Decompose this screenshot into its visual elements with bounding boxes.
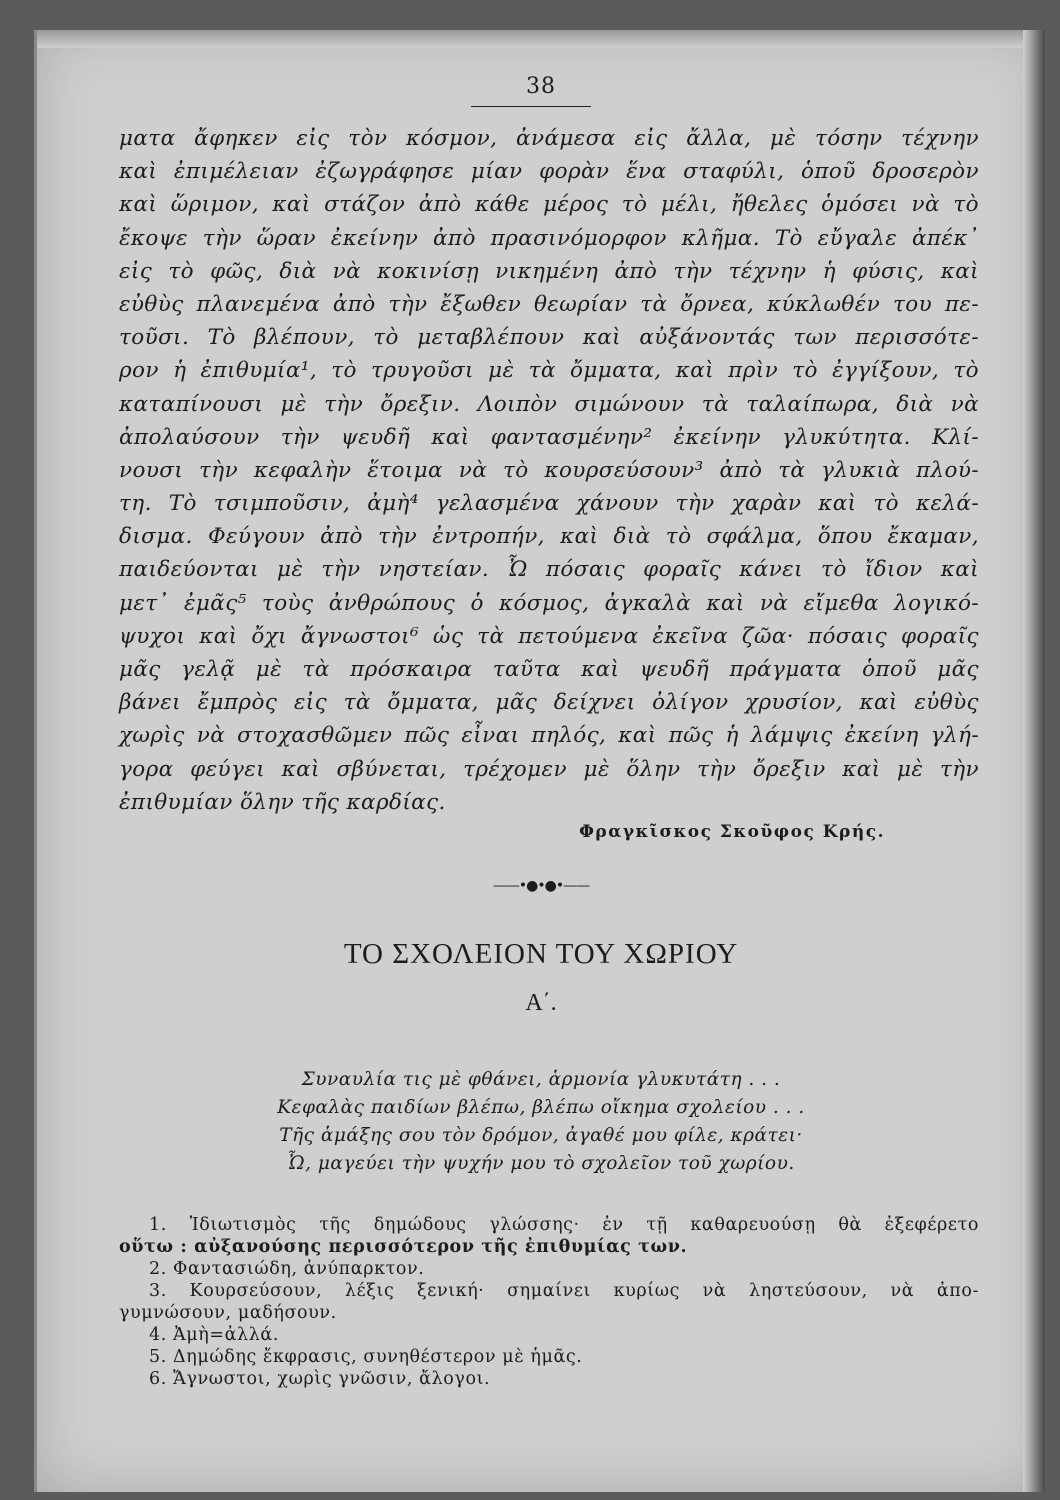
- poem-line: Κεφαλὰς παιδίων βλέπω, βλέπω οἴκημα σχολείου . . .: [277, 1097, 805, 1118]
- text-line: βάνει ἔμπρὸς εἰς τὰ ὄμματα, μᾶς δείχνει ὀλίγον χρυσίον, καὶ εὐθὺς: [119, 690, 979, 716]
- text-line: ἀπολαύσουν τὴν ψευδῆ καὶ φαντασμένην² ἐκείνην γλυκύτητα. Κλί-: [119, 424, 979, 450]
- poem-stanza: [37, 1066, 1045, 1178]
- footnotes: [119, 1214, 979, 1390]
- page-number-rule: [471, 106, 591, 107]
- text-line: εὐθὺς πλανεμένα ἀπὸ τὴν ἔξωθεν θεωρίαν τὰ ὄρνεα, κύκλωθέν του πε-: [119, 291, 979, 317]
- text-line: μᾶς γελᾷ μὲ τὰ πρόσκαιρα ταῦτα καὶ ψευδῆ πράγματα ὁποῦ μᾶς: [119, 657, 979, 682]
- text-line: ψυχοι καὶ ὄχι ἄγνωστοι⁶ ὡς τὰ πετούμενα ἐκεῖνα ζῶα· πόσαις φοραῖς: [119, 623, 979, 649]
- footnote-line: 5. Δημώδης ἔκφρασις, συνηθέστερον μὲ ἡμᾶς.: [149, 1347, 583, 1367]
- main-text: [119, 122, 979, 819]
- poem-line: Τῆς ἁμάξης σου τὸν δρόμον, ἀγαθέ μου φίλε, κράτει·: [279, 1125, 803, 1146]
- footnote-line: 6. Ἄγνωστοι, χωρὶς γνῶσιν, ἄλογοι.: [149, 1369, 491, 1389]
- poem-line: Συναυλία τις μὲ φθάνει, ἁρμονία γλυκυτάτη . . .: [301, 1069, 781, 1090]
- text-line: καταπίνουσι μὲ τὴν ὄρεξιν. Λοιπὸν σιμώνουν τὰ ταλαίπωρα, διὰ νὰ: [119, 391, 979, 417]
- book-page: [34, 30, 1045, 1492]
- ornament-divider: ——•●•●•——: [492, 878, 590, 894]
- section-title: ΤΟ ΣΧΟΛΕΙΟΝ ΤΟΥ ΧΩΡΙΟΥ: [343, 938, 739, 970]
- text-line: εἰς τὸ φῶς, διὰ νὰ κοκινίσῃ νικημένη ἀπὸ τὴν τέχνην ἡ φύσις, καὶ: [119, 258, 979, 284]
- footnote-line: 1. Ἰδιωτισμὸς τῆς δημώδους γλώσσης· ἐν τῇ καθαρευούσῃ θὰ ἐξεφέρετο: [149, 1215, 979, 1235]
- text-line: ρον ἡ ἐπιθυμία¹, τὸ τρυγοῦσι μὲ τὰ ὄμματα, καὶ πρὶν τὸ ἐγγίξουν, τὸ: [119, 358, 979, 384]
- text-line: ἐπιθυμίαν ὅλην τῆς καρδίας.: [119, 789, 446, 815]
- text-line: ἔκοψε τὴν ὥραν ἐκείνην ἀπὸ πρασινόμορφον κλῆμα. Τὸ εὔγαλε ἀπέκ᾽: [119, 225, 979, 251]
- footnote-line: οὕτω : αὐξανούσης περισσότερον τῆς ἐπιθυμίας των.: [119, 1237, 688, 1257]
- text-line: ματα ἄφηκεν εἰς τὸν κόσμον, ἀνάμεσα εἰς ἄλλα, μὲ τόσην τέχνην: [119, 126, 979, 151]
- text-line: καὶ ὥριμον, καὶ στάζον ἀπὸ κάθε μέρος τὸ μέλι, ἤθελες ὁμόσει νὰ τὸ: [119, 192, 979, 218]
- page-edge-shadow: [1023, 30, 1045, 1492]
- text-line: δισμα. Φεύγουν ἀπὸ τὴν ἐντροπήν, καὶ διὰ τὸ σφάλμα, ὅπου ἔκαμαν,: [119, 524, 979, 550]
- poem-line: Ὦ, μαγεύει τὴν ψυχήν μου τὸ σχολεῖον τοῦ χωρίου.: [287, 1153, 795, 1174]
- author-signature: Φραγκῖσκος Σκοῦφος Κρής.: [579, 822, 885, 842]
- text-line: τη. Τὸ τσιμποῦσιν, ἀμὴ⁴ γελασμένα χάνουν τὴν χαρὰν καὶ τὸ κελά-: [119, 491, 979, 517]
- section-subtitle: Α΄.: [525, 990, 557, 1016]
- text-line: χωρὶς νὰ στοχασθῶμεν πῶς εἶναι πηλός, καὶ πῶς ἡ λάμψις ἐκείνη γλή-: [119, 723, 979, 749]
- text-line: παιδεύονται μὲ τὴν νηστείαν. Ὦ πόσαις φοραῖς κάνει τὸ ἴδιον καὶ: [119, 557, 979, 583]
- text-line: τοῦσι. Τὸ βλέπουν, τὸ μεταβλέπουν καὶ αὐξάνοντάς των περισσότε-: [119, 325, 979, 351]
- footnote-line: γυμνώσουν, μαδήσουν.: [119, 1303, 337, 1323]
- text-line: νουσι τὴν κεφαλὴν ἕτοιμα νὰ τὸ κουρσεύσουν³ ἀπὸ τὰ γλυκιὰ πλού-: [119, 457, 979, 483]
- page-number: 38: [526, 74, 556, 99]
- text-line: καὶ ἐπιμέλειαν ἐζωγράφησε μίαν φορὰν ἕνα σταφύλι, ὁποῦ δροσερὸν: [119, 159, 979, 185]
- footnote-line: 2. Φαντασιώδη, ἀνύπαρκτον.: [149, 1259, 425, 1279]
- text-line: γορα φεύγει καὶ σβύνεται, τρέχομεν μὲ ὅλην τὴν ὄρεξιν καὶ μὲ τὴν: [119, 756, 979, 782]
- footnote-line: 3. Κουρσεύσουν, λέξις ξενική· σημαίνει κυρίως νὰ ληστεύσουν, νὰ ἀπο-: [149, 1281, 979, 1301]
- text-line: μετ᾽ ἐμᾶς⁵ τοὺς ἀνθρώπους ὁ κόσμος, ἀγκαλὰ καὶ νὰ εἴμεθα λογικό-: [119, 590, 979, 616]
- footnote-line: 4. Ἀμὴ=ἀλλά.: [149, 1325, 279, 1345]
